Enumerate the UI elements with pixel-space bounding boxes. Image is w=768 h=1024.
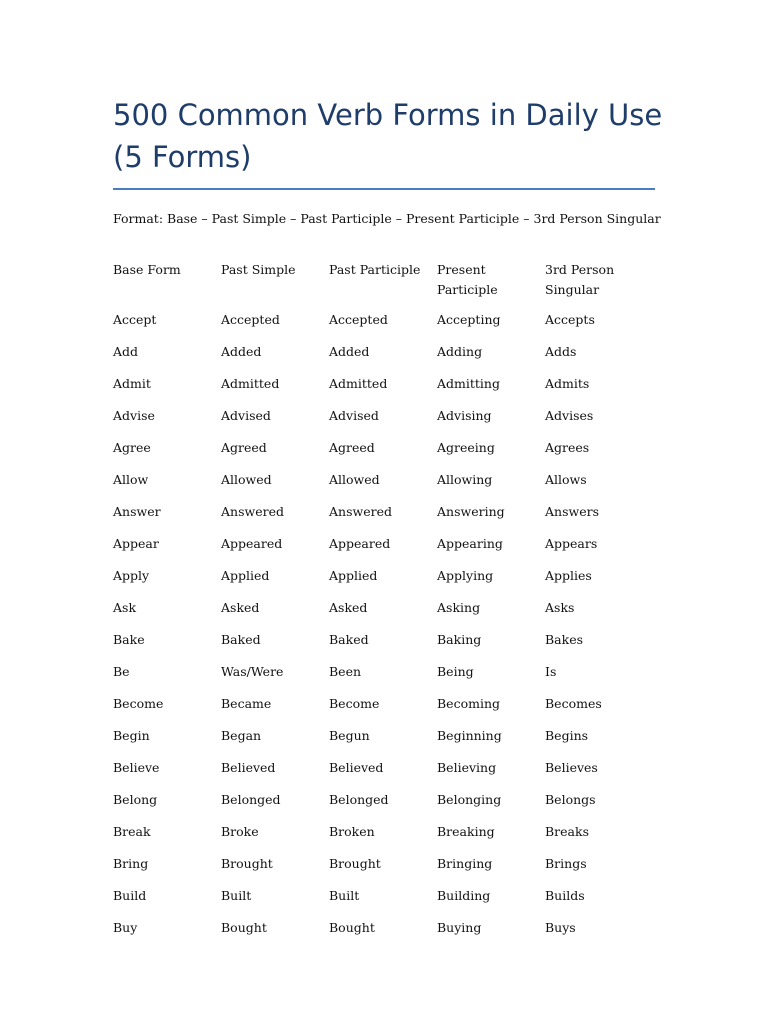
cell-present-participle: Belonging	[437, 792, 502, 807]
cell-third-person-singular: Believes	[545, 760, 598, 775]
cell-past-participle: Begun	[329, 728, 370, 743]
cell-present-participle: Beginning	[437, 728, 502, 743]
table-row	[113, 568, 653, 600]
table-row	[113, 536, 653, 568]
verb-forms-table	[113, 260, 653, 952]
table-row	[113, 760, 653, 792]
cell-base-form: Begin	[113, 728, 150, 743]
cell-past-participle: Built	[329, 888, 360, 903]
cell-base-form: Answer	[113, 504, 161, 519]
table-row	[113, 312, 653, 344]
cell-past-simple: Became	[221, 696, 272, 711]
column-header-third-person-singular: 3rd Person Singular	[545, 262, 615, 297]
cell-present-participle: Allowing	[437, 472, 493, 487]
cell-third-person-singular: Agrees	[545, 440, 590, 455]
cell-present-participle: Baking	[437, 632, 482, 647]
table-row	[113, 824, 653, 856]
cell-present-participle: Adding	[437, 344, 483, 359]
cell-past-simple: Added	[221, 344, 262, 359]
cell-base-form: Allow	[113, 472, 149, 487]
table-row	[113, 632, 653, 664]
cell-third-person-singular: Allows	[545, 472, 587, 487]
cell-present-participle: Bringing	[437, 856, 493, 871]
cell-third-person-singular: Bakes	[545, 632, 584, 647]
cell-base-form: Agree	[113, 440, 151, 455]
cell-third-person-singular: Accepts	[545, 312, 595, 327]
column-header-past-simple: Past Simple	[221, 262, 296, 277]
cell-third-person-singular: Brings	[545, 856, 587, 871]
cell-base-form: Break	[113, 824, 151, 839]
cell-third-person-singular: Adds	[545, 344, 577, 359]
cell-past-simple: Brought	[221, 856, 273, 871]
table-row	[113, 600, 653, 632]
cell-third-person-singular: Admits	[545, 376, 590, 391]
cell-base-form: Apply	[113, 568, 150, 583]
table-row	[113, 408, 653, 440]
cell-past-simple: Advised	[221, 408, 271, 423]
cell-past-participle: Applied	[329, 568, 378, 583]
cell-base-form: Be	[113, 664, 130, 679]
cell-past-participle: Admitted	[329, 376, 388, 391]
cell-present-participle: Advising	[437, 408, 492, 423]
table-row	[113, 664, 653, 696]
cell-third-person-singular: Asks	[545, 600, 575, 615]
cell-present-participle: Buying	[437, 920, 482, 935]
table-header-row	[113, 260, 653, 312]
cell-past-participle: Advised	[329, 408, 379, 423]
cell-past-participle: Bought	[329, 920, 375, 935]
cell-base-form: Advise	[113, 408, 155, 423]
cell-present-participle: Admitting	[437, 376, 500, 391]
cell-present-participle: Believing	[437, 760, 497, 775]
cell-past-participle: Appeared	[329, 536, 391, 551]
cell-past-simple: Answered	[221, 504, 284, 519]
cell-past-participle: Allowed	[329, 472, 380, 487]
format-description: Format: Base – Past Simple – Past Participle – Present Participle – 3rd Person Singular	[113, 211, 661, 226]
cell-past-simple: Applied	[221, 568, 270, 583]
cell-past-simple: Believed	[221, 760, 276, 775]
cell-base-form: Believe	[113, 760, 160, 775]
cell-present-participle: Applying	[437, 568, 494, 583]
table-row	[113, 504, 653, 536]
cell-base-form: Appear	[113, 536, 159, 551]
cell-past-simple: Was/Were	[221, 664, 284, 679]
cell-present-participle: Answering	[437, 504, 505, 519]
table-body	[113, 312, 653, 952]
table-row	[113, 792, 653, 824]
cell-third-person-singular: Is	[545, 664, 557, 679]
cell-base-form: Bake	[113, 632, 145, 647]
table-row	[113, 376, 653, 408]
cell-base-form: Buy	[113, 920, 138, 935]
cell-third-person-singular: Belongs	[545, 792, 596, 807]
cell-third-person-singular: Begins	[545, 728, 589, 743]
cell-third-person-singular: Answers	[545, 504, 599, 519]
table-row	[113, 728, 653, 760]
cell-present-participle: Breaking	[437, 824, 495, 839]
cell-past-participle: Answered	[329, 504, 392, 519]
cell-present-participle: Becoming	[437, 696, 501, 711]
cell-third-person-singular: Breaks	[545, 824, 590, 839]
cell-base-form: Build	[113, 888, 147, 903]
table-row	[113, 856, 653, 888]
cell-past-simple: Asked	[221, 600, 260, 615]
title-divider	[113, 188, 655, 190]
cell-present-participle: Asking	[437, 600, 481, 615]
table-row	[113, 344, 653, 376]
table-row	[113, 888, 653, 920]
cell-past-participle: Accepted	[329, 312, 388, 327]
cell-present-participle: Being	[437, 664, 474, 679]
cell-past-simple: Built	[221, 888, 252, 903]
cell-past-simple: Agreed	[221, 440, 267, 455]
cell-past-participle: Agreed	[329, 440, 375, 455]
cell-base-form: Ask	[113, 600, 137, 615]
cell-base-form: Bring	[113, 856, 149, 871]
column-header-present-participle: Present Participle	[437, 262, 498, 297]
table-row	[113, 696, 653, 728]
cell-present-participle: Building	[437, 888, 491, 903]
column-header-past-participle: Past Participle	[329, 262, 421, 277]
cell-past-participle: Belonged	[329, 792, 389, 807]
cell-third-person-singular: Advises	[545, 408, 594, 423]
cell-past-simple: Broke	[221, 824, 259, 839]
cell-present-participle: Appearing	[437, 536, 503, 551]
cell-past-simple: Began	[221, 728, 262, 743]
cell-base-form: Accept	[113, 312, 157, 327]
cell-third-person-singular: Builds	[545, 888, 585, 903]
cell-past-simple: Belonged	[221, 792, 281, 807]
table-row	[113, 920, 653, 952]
cell-past-simple: Bought	[221, 920, 267, 935]
cell-past-simple: Accepted	[221, 312, 280, 327]
page-title: 500 Common Verb Forms in Daily Use (5 Forms)	[113, 98, 663, 174]
cell-past-simple: Admitted	[221, 376, 280, 391]
cell-third-person-singular: Applies	[545, 568, 592, 583]
cell-past-participle: Asked	[329, 600, 368, 615]
cell-past-participle: Baked	[329, 632, 369, 647]
cell-base-form: Add	[113, 344, 139, 359]
cell-past-participle: Become	[329, 696, 380, 711]
cell-present-participle: Accepting	[437, 312, 501, 327]
column-header-base-form: Base Form	[113, 262, 181, 277]
cell-past-participle: Been	[329, 664, 362, 679]
table-row	[113, 472, 653, 504]
cell-past-simple: Appeared	[221, 536, 283, 551]
cell-past-simple: Baked	[221, 632, 261, 647]
cell-past-simple: Allowed	[221, 472, 272, 487]
cell-third-person-singular: Appears	[545, 536, 598, 551]
cell-base-form: Belong	[113, 792, 158, 807]
cell-third-person-singular: Becomes	[545, 696, 602, 711]
cell-third-person-singular: Buys	[545, 920, 576, 935]
cell-past-participle: Brought	[329, 856, 381, 871]
cell-past-participle: Broken	[329, 824, 375, 839]
cell-present-participle: Agreeing	[437, 440, 495, 455]
cell-base-form: Become	[113, 696, 164, 711]
cell-past-participle: Added	[329, 344, 370, 359]
cell-past-participle: Believed	[329, 760, 384, 775]
table-row	[113, 440, 653, 472]
cell-base-form: Admit	[113, 376, 151, 391]
